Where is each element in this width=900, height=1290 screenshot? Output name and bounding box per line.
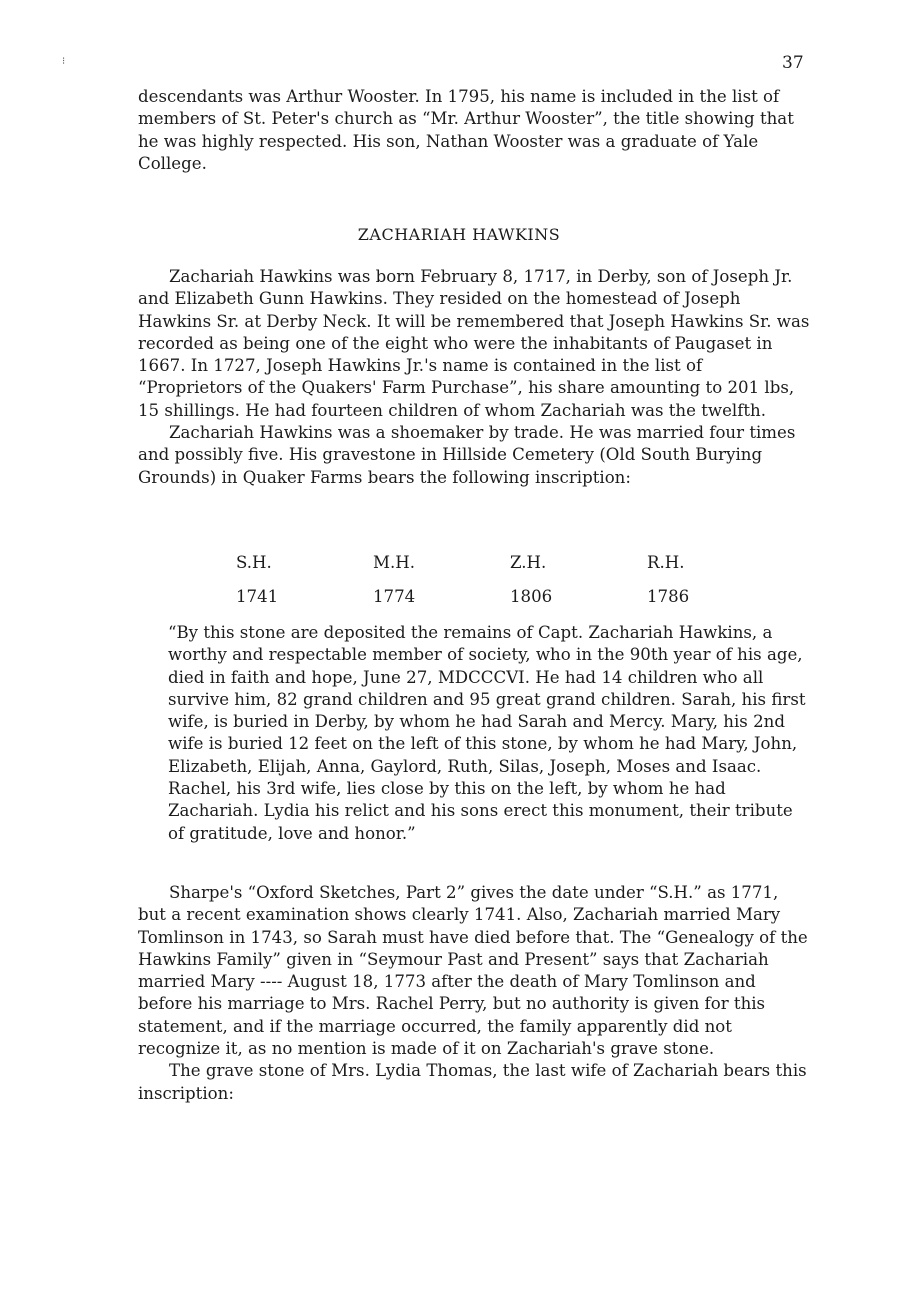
margin-mark: ⁝ — [62, 56, 66, 67]
inscription-initial: M.H. — [373, 553, 416, 572]
inscription-initial: R.H. — [647, 553, 685, 572]
inscription-table — [236, 552, 784, 620]
section-heading: ZACHARIAH HAWKINS — [357, 225, 561, 244]
body-text-lower — [138, 882, 810, 1105]
inscription-initial: S.H. — [236, 553, 272, 572]
inscription-year: 1741 — [236, 587, 279, 606]
inscription-year: 1786 — [647, 587, 690, 606]
paragraph-lydia: The grave stone of Mrs. Lydia Thomas, the last wife of Zachariah bears this inscription: — [138, 1061, 807, 1103]
inscription-initial: Z.H. — [510, 553, 547, 572]
paragraph-sharpe: Sharpe's “Oxford Sketches, Part 2” gives the date under “S.H.” as 1771, but a recent examination shows clearly 1741. Also, Zachariah married Mary Tomlinson in 1743, so Sarah must have died before that. The “Genealogy of the Hawkins Family” given in “Seymour Past and Present” says that Zachariah married Mary ---- August 18, 1773 after the death of Mary Tomlinson and before his marriage to Mrs. Rachel Perry, but no authority is given for this statement, and if the marriage occurred, the family apparently did not recognize it, as no mention is made of it on Zachariah's grave stone. — [138, 883, 808, 1059]
gravestone-quote: “By this stone are deposited the remains of Capt. Zachariah Hawkins, a worthy and respectable member of society, who in the 90th year of his age, died in faith and hope, June 27, MDCCCVI. He had 14 children who all survive him, 82 grand children and 95 great grand children. Sarah, his first wife, is buried in Derby, by whom he had Sarah and Mercy. Mary, his 2nd wife is buried 12 feet on the left of this stone, by whom he had Mary, John, Elizabeth, Elijah, Anna, Gaylord, Ruth, Silas, Joseph, Moses and Isaac. Rachel, his 3rd wife, lies close by this on the left, by whom he had Zachariah. Lydia his relict and his sons erect this monument, their tribute of gratitude, love and honor.” — [168, 623, 806, 843]
inscription-initials-row — [236, 552, 784, 586]
page-number: 37 — [782, 53, 804, 73]
inscription-years-row — [236, 586, 784, 620]
inscription-year: 1774 — [373, 587, 416, 606]
paragraph-shoemaker: Zachariah Hawkins was a shoemaker by trade. He was married four times and possibly five. His gravestone in Hillside Cemetery (Old South Burying Grounds) in Quaker Farms bears the following inscription: — [138, 423, 796, 487]
intro-paragraph: descendants was Arthur Wooster. In 1795, his name is included in the list of members of St. Peter's church as “Mr. Arthur Wooster”, the title showing that he was highly respected. His son, Nathan Wooster was a graduate of Yale College. — [138, 87, 794, 173]
body-text-upper — [138, 266, 810, 489]
inscription-year: 1806 — [510, 587, 553, 606]
paragraph-birth: Zachariah Hawkins was born February 8, 1717, in Derby, son of Joseph Jr. and Elizabeth Gunn Hawkins. They resided on the homestead of Joseph Hawkins Sr. at Derby Neck. It will be remembered that Joseph Hawkins Sr. was recorded as being one of the eight who were the inhabitants of Paugaset in 1667. In 1727, Joseph Hawkins Jr.'s name is contained in the list of “Proprietors of the Quakers' Farm Purchase”, his share amounting to 201 lbs, 15 shillings. He had fourteen children of whom Zachariah was the twelfth. — [138, 267, 810, 420]
